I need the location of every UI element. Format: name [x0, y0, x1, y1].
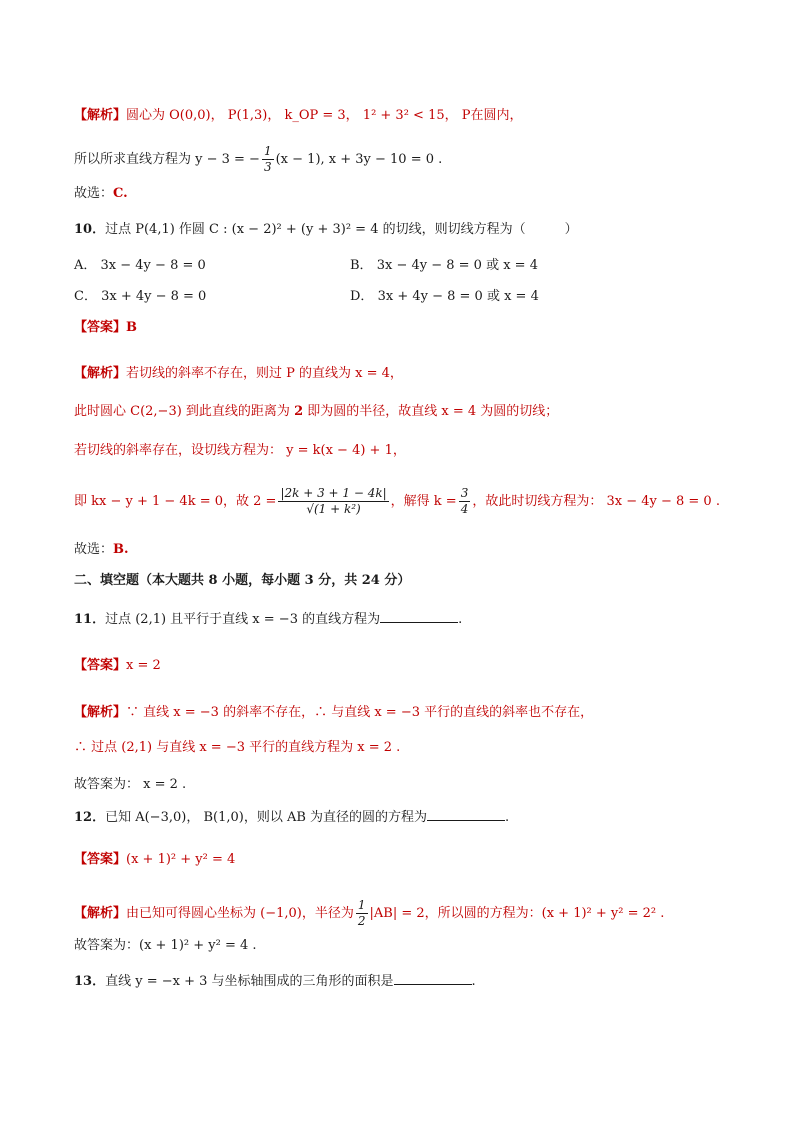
q10-option-b: B． 3x − 4y − 8 = 0 或 x = 4 [350, 258, 538, 273]
q11-conclusion: 故答案为： x = 2 . [74, 777, 187, 792]
analysis-tag: 【解析】 [74, 108, 127, 123]
fraction: $\frac{1}{2}$ [357, 898, 366, 928]
question-number: 10． [74, 222, 106, 237]
q12-analysis: 【解析】由已知可得圆心坐标为 (−1,0)，半径为 $\frac{1}{2}$ |AB| = 2，所以圆的方程为：(x + 1)² + y² = 2² . [74, 898, 665, 928]
q13-stem: 13．直线 y = −x + 3 与坐标轴围成的三角形的面积是 . [74, 970, 476, 992]
q9-analysis [74, 106, 523, 126]
q10-analysis-line4: 即 kx − y + 1 − 4k = 0，故 2 = $\frac{|2k + 3 + 1 - 4k|}{\text{√(1 + k²)}}$ ，解得 k = $\frac{3}{4}$ ，故此时切线方程为： 3x − 4y − 8 = 0 . [74, 486, 720, 516]
q12-stem: 12．已知 A(−3,0)， B(1,0)，则以 AB 为直径的圆的方程为 . [74, 806, 509, 828]
fraction: $\frac{1}{3}$ [263, 144, 272, 174]
q10-answer: 【答案】B [74, 320, 138, 335]
q10-option-c: C． 3x + 4y − 8 = 0 [74, 289, 207, 304]
q12-answer: 【答案】(x + 1)² + y² = 4 [74, 852, 236, 867]
section-heading: 二、填空题（本大题共 8 小题，每小题 3 分，共 24 分） [74, 573, 411, 588]
q10-stem: 10．过点 P(4,1) 作圆 C : (x − 2)² + (y + 3)² = 4 的切线，则切线方程为（ ） [74, 222, 578, 237]
q9-conclusion: 故选：C. [74, 186, 128, 201]
q11-stem: 11．过点 (2,1) 且平行于直线 x = −3 的直线方程为 . [74, 608, 462, 630]
q9-analysis-line2: 所以所求直线方程为 y − 3 = − $\frac{1}{3}$ (x − 1), x + 3y − 10 = 0 . [74, 144, 443, 174]
q10-conclusion: 故选：B. [74, 542, 129, 557]
fraction: $\frac{|2k + 3 + 1 - 4k|}{\text{√(1 + k²)}}$ [280, 486, 387, 516]
q10-analysis-line3: 若切线的斜率存在，设切线方程为： y = k(x − 4) + 1， [74, 443, 406, 458]
answer-blank [427, 806, 505, 821]
q10-analysis-line2: 此时圆心 C(2,−3) 到此直线的距离为 2 即为圆的半径，故直线 x = 4 为圆的切线； [74, 404, 559, 419]
q9-analysis-line1: 圆心为 O(0,0)， P(1,3)， k_OP = 3， 1² + 3² < 15， P在圆内， [126, 108, 523, 123]
answer-blank [380, 608, 458, 623]
q10-option-d: D． 3x + 4y − 8 = 0 或 x = 4 [350, 289, 539, 304]
q10-analysis-line1: 【解析】若切线的斜率不存在，则过 P 的直线为 x = 4， [74, 366, 403, 381]
q11-answer: 【答案】x = 2 [74, 658, 161, 673]
answer-blank [394, 970, 472, 985]
q12-conclusion: 故答案为：(x + 1)² + y² = 4 . [74, 938, 257, 953]
q10-option-a: A． 3x − 4y − 8 = 0 [74, 258, 206, 273]
q11-analysis-line1: 【解析】∵ 直线 x = −3 的斜率不存在，∴ 与直线 x = −3 平行的直线的斜率也不存在， [74, 705, 594, 720]
fraction: $\frac{3}{4}$ [460, 486, 469, 516]
q11-analysis-line2: ∴ 过点 (2,1) 与直线 x = −3 平行的直线方程为 x = 2 . [74, 740, 401, 755]
